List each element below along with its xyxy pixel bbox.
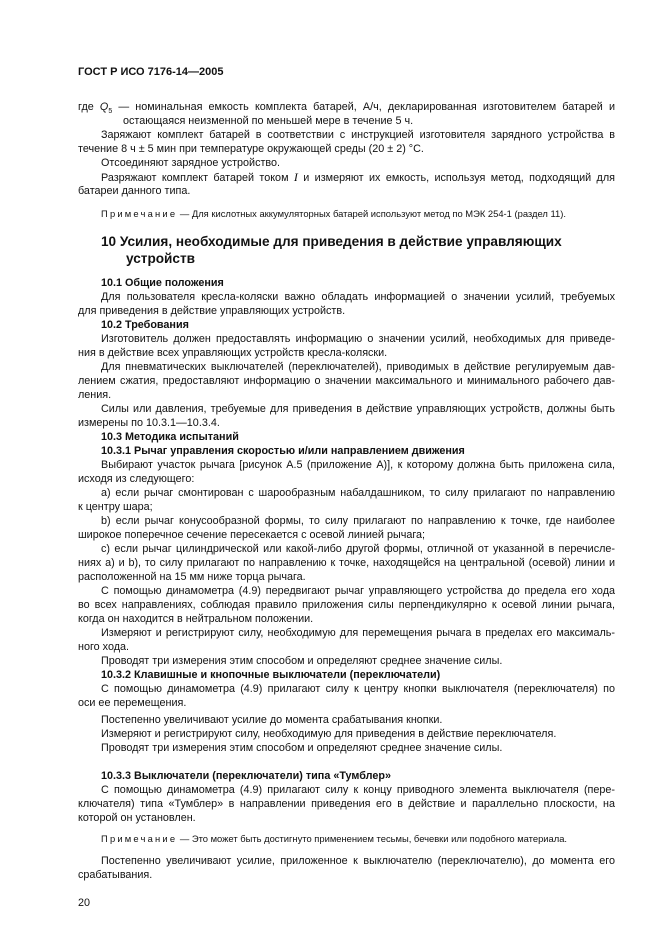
text-line	[78, 713, 615, 727]
text-segment: Постепенно увеличивают усилие, приложенное к выключателю (переключателю), до момента его	[101, 855, 615, 867]
text-segment: Отсоединяют зарядное устройство.	[101, 157, 281, 169]
text-segment: ГОСТ Р ИСО 7176-14—2005	[78, 66, 224, 78]
section-heading	[78, 233, 615, 250]
text-segment: которой он установлен.	[78, 812, 196, 824]
text-line	[78, 142, 615, 156]
text-line	[78, 783, 615, 797]
text-segment: ниях a) и b), то силу прилагают по направлению к точке, находящейся на центральной (осевой) линии и	[78, 557, 615, 569]
text-segment: c) если рычаг цилиндрической или какой-либо другой формы, отличной от указанной в перечисле-	[101, 543, 615, 555]
math-symbol: 5	[108, 108, 113, 116]
text-line	[78, 696, 615, 710]
document-page	[78, 64, 615, 910]
note	[78, 832, 615, 846]
text-line	[78, 170, 615, 184]
text-segment: где	[78, 101, 100, 113]
text-segment: Постепенно увеличивают усилие до момента срабатывания кнопки.	[101, 714, 443, 726]
subsection-heading	[78, 668, 615, 682]
text-line	[78, 472, 615, 486]
text-segment: С помощью динамометра (4.9) прилагают силу к центру кнопки выключателя (переключателя) по	[101, 683, 615, 695]
text-segment: 10.3.2 Клавишные и кнопочные выключатели (переключатели)	[101, 669, 441, 681]
text-segment: батареи данного типа.	[78, 185, 191, 197]
note-label: Примечание	[101, 208, 178, 219]
text-segment: 10.3 Методика испытаний	[101, 431, 239, 443]
text-line	[78, 346, 615, 360]
text-line	[78, 854, 615, 868]
text-segment: С помощью динамометра (4.9) передвигают рычаг управляющего устройства до предела его хода	[101, 585, 615, 597]
text-segment: измерены по 10.3.1—10.3.4.	[78, 417, 220, 429]
text-line	[78, 128, 615, 142]
text-line	[78, 304, 615, 318]
text-segment: устройств	[126, 251, 195, 266]
text-line	[78, 741, 615, 755]
note	[78, 207, 615, 221]
text-segment: Силы или давления, требуемые для приведения в действие управляющих устройств, должны быть	[101, 403, 615, 415]
text-line	[78, 458, 615, 472]
text-segment: — Это может быть достигнуто применением тесьмы, бечевки или подобного материала.	[177, 833, 568, 844]
text-segment: 10.2 Требования	[101, 319, 189, 331]
text-line	[78, 374, 615, 388]
text-segment: Выбирают участок рычага [рисунок А.5 (приложение А)], к которому должна быть приложена сила,	[101, 459, 615, 471]
text-segment: Измеряют и регистрируют силу, необходимую для перемещения рычага в пределах его максималь-	[101, 627, 615, 639]
text-line	[78, 654, 615, 668]
subsection-heading	[78, 318, 615, 332]
text-segment: исходя из следующего:	[78, 473, 195, 485]
text-line	[78, 100, 615, 114]
text-segment: ления.	[78, 389, 112, 401]
subsection-heading	[78, 430, 615, 444]
text-segment: Для пользователя кресла-коляски важно обладать информацией о значении усилий, требуемых	[101, 291, 615, 303]
text-segment: 20	[78, 897, 91, 909]
text-segment: и измеряют их емкость, используя метод, подходящий для	[297, 172, 615, 184]
subsection-heading	[78, 769, 615, 783]
text-segment: Проводят три измерения этим способом и определяют среднее значение силы.	[101, 655, 503, 667]
text-segment: ного хода.	[78, 641, 130, 653]
text-segment: a) если рычаг смонтирован с шарообразным набалдашником, то силу прилагают по направлению	[101, 487, 615, 499]
text-segment: лением сжатия, предоставляют информацию о значении максимального и минимального рабочего дав-	[78, 375, 615, 387]
text-segment: к центру шара;	[78, 501, 153, 513]
text-segment: — Для кислотных аккумуляторных батарей используют метод по МЭК 254-1 (раздел 11).	[177, 208, 566, 219]
text-line	[78, 682, 615, 696]
running-header	[78, 64, 615, 80]
text-segment: b) если рычаг конусообразной формы, то силу прилагают по направлению к точке, где наиболее	[101, 515, 615, 527]
text-segment: 10.1 Общие положения	[101, 277, 224, 289]
text-segment: расположенной на 15 мм ниже торца рычага.	[78, 571, 306, 583]
text-segment: ключателя) типа «Тумблер» в направлении приведения его в действие и параллельно плоскости, на	[78, 798, 615, 810]
math-symbol: Q	[99, 101, 109, 113]
text-segment: Проводят три измерения этим способом и определяют среднее значение силы.	[101, 742, 503, 754]
text-segment: когда он находится в нейтральном положении.	[78, 613, 314, 625]
subsection-heading	[78, 444, 615, 458]
section-heading	[78, 250, 615, 267]
note-label: Примечание	[101, 833, 178, 844]
text-segment: ния в действие всех управляющих устройств кресла-коляски.	[78, 347, 388, 359]
text-segment: Измеряют и регистрируют силу, необходимую для приведения в действие переключателя.	[101, 728, 557, 740]
text-segment: широкое поперечное сечение пересекается с осевой линией рычага;	[78, 529, 426, 541]
text-line	[78, 332, 615, 346]
text-line	[78, 514, 615, 528]
text-line	[78, 388, 615, 402]
text-line	[78, 402, 615, 416]
text-segment: Для пневматических выключателей (переключателей), приводимых в действие регулируемым дав-	[101, 361, 615, 373]
text-line	[78, 584, 615, 598]
text-line	[78, 797, 615, 811]
text-line	[78, 626, 615, 640]
text-segment: срабатывания.	[78, 869, 153, 881]
text-line	[78, 598, 615, 612]
text-segment: Разряжают комплект батарей током	[101, 172, 294, 184]
text-line	[78, 360, 615, 374]
text-line	[78, 727, 615, 741]
text-segment: течение 8 ч ± 5 мин при температуре окружающей среды (20 ± 2) °С.	[78, 143, 424, 155]
text-segment: 10.3.3 Выключатели (переключатели) типа «Тумблер»	[101, 770, 391, 782]
text-segment: — номинальная емкость комплекта батарей, А/ч, декларированная изготовителем батарей и	[112, 101, 616, 113]
text-segment: Заряжают комплект батарей в соответствии с инструкцией изготовителя зарядного устройства в	[101, 129, 615, 141]
text-line	[78, 156, 615, 170]
text-line	[78, 184, 615, 198]
page-number	[78, 896, 615, 910]
text-line	[78, 528, 615, 542]
text-segment: остающаяся неизменной по меньшей мере в течение 5 ч.	[123, 115, 414, 127]
text-line	[78, 811, 615, 825]
text-line	[78, 500, 615, 514]
text-line	[78, 570, 615, 584]
text-segment: оси ее перемещения.	[78, 697, 187, 709]
text-line	[78, 868, 615, 882]
text-line	[78, 290, 615, 304]
text-line	[78, 612, 615, 626]
text-line	[78, 486, 615, 500]
text-segment: 10 Усилия, необходимые для приведения в действие управляющих	[101, 234, 562, 249]
text-segment: С помощью динамометра (4.9) прилагают силу к концу приводного элемента выключателя (пере-	[101, 784, 615, 796]
text-line	[78, 542, 615, 556]
math-symbol: I	[293, 170, 298, 184]
text-segment: для приведения в действие управляющих устройств.	[78, 305, 346, 317]
subsection-heading	[78, 276, 615, 290]
text-line	[78, 114, 615, 128]
text-line	[78, 640, 615, 654]
text-line	[78, 556, 615, 570]
text-segment: во всех направлениях, соблюдая правило приложения силы перпендикулярно к осевой линии рычага,	[78, 599, 615, 611]
text-line	[78, 416, 615, 430]
text-segment: 10.3.1 Рычаг управления скоростью и/или направлением движения	[101, 445, 465, 457]
text-segment: Изготовитель должен предоставлять информацию о значении усилий, необходимых для приведе-	[101, 333, 615, 345]
